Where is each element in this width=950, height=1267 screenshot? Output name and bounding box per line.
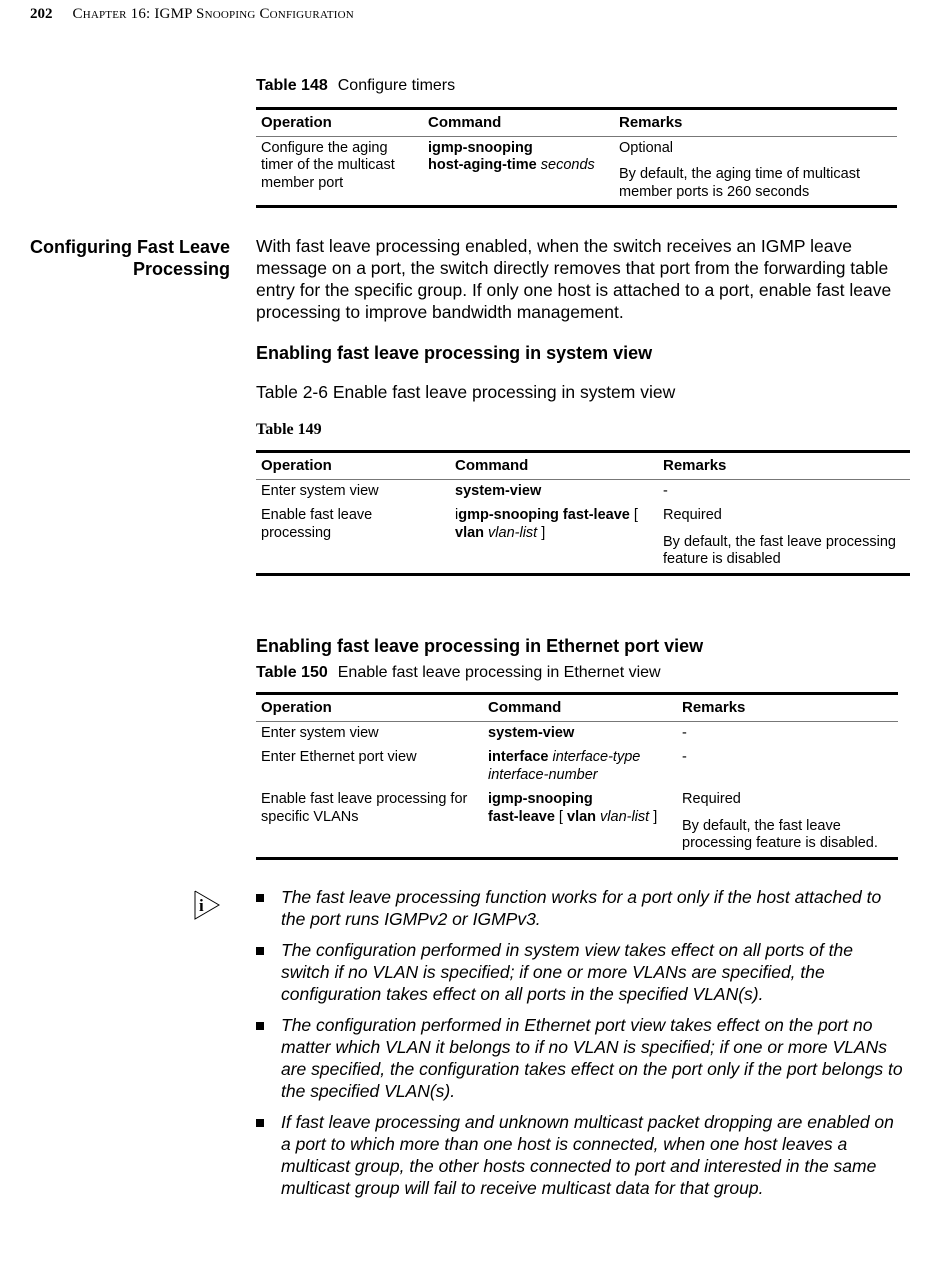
column-header: Command	[455, 457, 529, 474]
column-header: Command	[488, 699, 562, 716]
table-row	[256, 136, 897, 207]
operation-cell: Enter system view	[261, 482, 379, 499]
note-item	[256, 886, 906, 930]
command-keyword: system-view	[488, 724, 575, 741]
table-row	[256, 788, 898, 858]
port-view-heading: Enabling fast leave processing in Ethernet port view	[256, 636, 704, 656]
column-header: Operation	[261, 114, 332, 131]
remark-text: By default, the fast leave processing feature is disabled.	[682, 817, 878, 851]
remarks-cell: -	[663, 482, 668, 499]
table-row	[256, 721, 898, 746]
svg-text:i: i	[199, 896, 204, 915]
table-header-row	[256, 694, 898, 722]
remark-text: Required	[682, 791, 741, 807]
command-cell	[483, 746, 677, 788]
command-argument: interface-type interface-number	[488, 749, 641, 783]
command-keyword: gmp-snooping fast-leave	[458, 507, 630, 523]
command-keyword: system-view	[455, 482, 542, 499]
chapter-title: Chapter 16: IGMP Snooping Configuration	[72, 6, 354, 22]
column-header: Remarks	[682, 699, 746, 716]
system-view-caption-line: Table 2-6 Enable fast leave processing in system view	[256, 382, 676, 402]
remarks-cell	[614, 136, 897, 207]
command-argument: vlan-list	[488, 524, 538, 541]
remarks-cell	[658, 504, 910, 574]
note-item	[256, 1014, 906, 1102]
info-icon	[193, 889, 221, 921]
command-text: ]	[537, 524, 546, 541]
table-149	[256, 450, 910, 576]
command-text: [	[554, 808, 567, 825]
note-text: The configuration performed in system view takes effect on all ports of the switch if no VLAN is specified; if one or more VLANs are specified, the configuration takes effect on all ports in the specified VLAN(s).	[281, 940, 853, 1004]
notes-list	[256, 886, 906, 1208]
note-item	[256, 939, 906, 1005]
table-148-caption	[256, 77, 455, 95]
section-body: With fast leave processing enabled, when the switch receives an IGMP leave message on a port, the switch directly removes that port from the forwarding table entry for the specific group. If only one host is attached to a port, enable fast leave processing to improve bandwidth management.	[256, 236, 892, 322]
command-text: i	[455, 507, 459, 523]
command-text: [	[629, 507, 638, 523]
command-keyword: vlan	[567, 808, 597, 825]
column-header: Operation	[261, 699, 332, 716]
table-150-title: Enable fast leave processing in Ethernet view	[337, 664, 661, 681]
remarks-cell	[677, 788, 898, 858]
table-150-label: Table 150	[256, 664, 328, 681]
table-150	[256, 692, 898, 860]
remarks-cell: -	[682, 749, 687, 765]
column-header: Command	[428, 114, 502, 131]
command-keyword: host-aging-time	[428, 157, 537, 173]
table-row	[256, 479, 910, 504]
operation-cell: Enter Ethernet port view	[261, 749, 417, 765]
table-150-caption	[256, 664, 661, 682]
bullet-icon	[256, 1119, 264, 1127]
command-text: ]	[649, 808, 658, 825]
command-argument: vlan-list	[600, 808, 650, 825]
page-number: 202	[30, 6, 53, 22]
command-keyword: igmp-snooping	[488, 791, 593, 807]
note-text: If fast leave processing and unknown multicast packet dropping are enabled on a port to which more than one host is connected, when one host leaves a multicast group, the other hosts connected to port and interested in the same multicast group will fail to receive multicast data for that group.	[281, 1112, 894, 1198]
table-148-label: Table 148	[256, 77, 328, 94]
column-header: Remarks	[619, 114, 683, 131]
remark-text: Required	[663, 507, 722, 523]
command-keyword: vlan	[455, 524, 485, 541]
table-148-title: Configure timers	[337, 77, 456, 94]
command-keyword: interface	[488, 749, 549, 765]
note-text: The fast leave processing function works for a port only if the host attached to the port runs IGMPv2 or IGMPv3.	[281, 887, 882, 929]
command-cell	[423, 136, 614, 207]
section-heading: Configuring Fast Leave Processing	[29, 237, 230, 279]
command-argument: seconds	[540, 157, 595, 173]
command-cell	[450, 504, 658, 574]
command-keyword: igmp-snooping	[428, 139, 533, 156]
note-text: The configuration performed in Ethernet port view takes effect on the port no matter which VLAN it belongs to if no VLAN is specified; if one or more VLANs are specified, the configuration takes effect on the port only if the port belongs to the specified VLAN(s).	[281, 1015, 903, 1101]
system-view-heading: Enabling fast leave processing in system view	[256, 343, 653, 363]
command-cell	[483, 721, 677, 746]
remarks-cell: -	[682, 724, 687, 741]
running-header	[30, 6, 354, 23]
bullet-icon	[256, 947, 264, 955]
note-item	[256, 1111, 906, 1199]
bullet-icon	[256, 1022, 264, 1030]
table-header-row	[256, 109, 897, 137]
column-header: Remarks	[663, 457, 727, 474]
remark-text: By default, the fast leave processing feature is disabled	[663, 533, 896, 567]
column-header: Operation	[261, 457, 332, 474]
operation-cell: Configure the aging timer of the multicast member port	[261, 139, 395, 191]
table-row	[256, 504, 910, 574]
table-149-label: Table 149	[256, 421, 322, 438]
command-keyword: fast-leave	[488, 808, 555, 825]
command-cell	[483, 788, 677, 858]
table-148	[256, 107, 897, 208]
table-header-row	[256, 452, 910, 480]
table-row	[256, 746, 898, 788]
operation-cell: Enable fast leave processing	[261, 507, 373, 541]
operation-cell: Enter system view	[261, 724, 379, 741]
remark-text: By default, the aging time of multicast member ports is 260 seconds	[619, 166, 860, 200]
operation-cell: Enable fast leave processing for specific VLANs	[261, 791, 468, 825]
remark-text: Optional	[619, 139, 674, 156]
bullet-icon	[256, 894, 264, 902]
command-cell	[450, 479, 658, 504]
